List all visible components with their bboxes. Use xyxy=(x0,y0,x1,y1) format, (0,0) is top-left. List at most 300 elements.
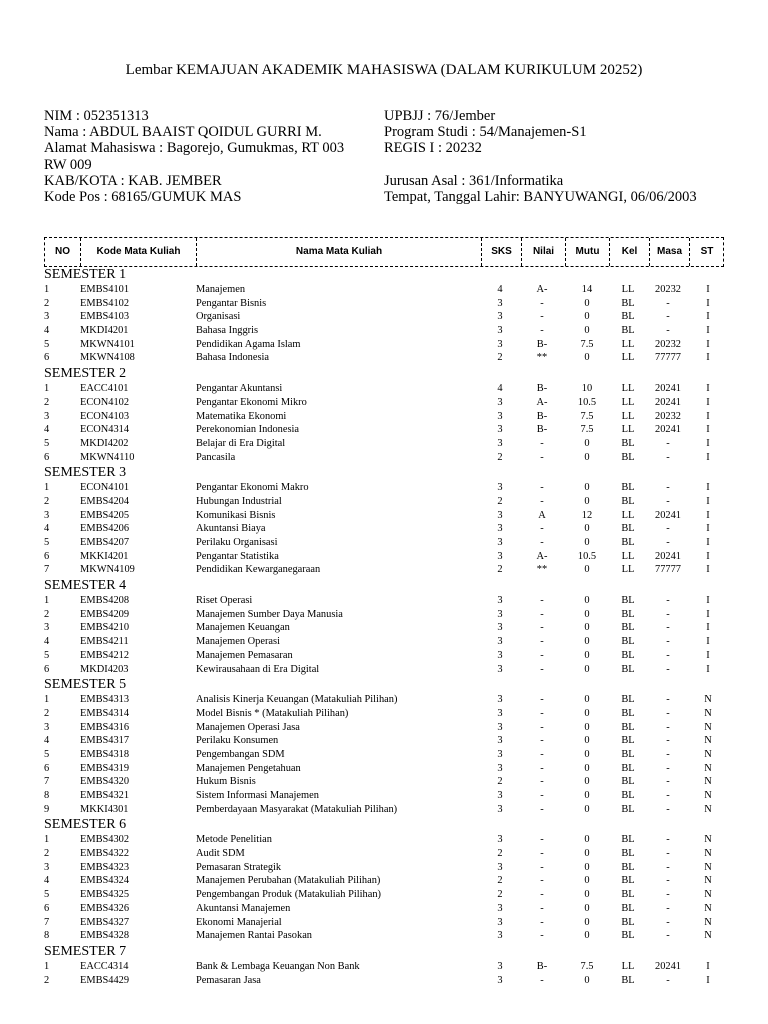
course-no: 4 xyxy=(44,523,50,535)
course-kode: MKDI4202 xyxy=(80,437,129,449)
address-line-2: RW 009 xyxy=(44,156,92,173)
course-kode: EMBS4326 xyxy=(80,902,130,914)
course-sks: 3 xyxy=(497,424,503,436)
course-nama: Pengantar Bisnis xyxy=(196,297,267,309)
course-nama: Pengantar Akuntansi xyxy=(196,383,283,395)
course-st: I xyxy=(706,352,710,364)
course-no: 8 xyxy=(44,790,50,801)
course-masa: - xyxy=(666,916,670,928)
course-kode: MKWN4108 xyxy=(80,352,135,364)
course-kode: EMBS4320 xyxy=(80,776,130,788)
course-kel: LL xyxy=(621,338,635,350)
course-no: 3 xyxy=(44,509,50,521)
course-nilai: A xyxy=(538,509,546,521)
course-kode: MKKI4301 xyxy=(80,803,129,815)
course-mutu: 0 xyxy=(584,451,590,463)
course-sks: 3 xyxy=(497,930,503,942)
course-sks: 3 xyxy=(497,960,503,972)
course-no: 3 xyxy=(44,622,50,634)
course-sks: 3 xyxy=(497,790,503,801)
course-row xyxy=(44,423,734,437)
course-kode: EMBS4323 xyxy=(80,861,130,873)
course-nama: Manajemen xyxy=(196,284,246,295)
course-kel: BL xyxy=(621,608,635,620)
course-sks: 3 xyxy=(497,608,503,620)
course-row xyxy=(44,635,734,649)
course-st: I xyxy=(706,482,710,494)
course-kode: EMBS4205 xyxy=(80,509,130,521)
course-nama: Hukum Bisnis xyxy=(196,776,256,788)
course-masa: - xyxy=(666,608,670,620)
course-mutu: 0 xyxy=(584,523,590,535)
course-kel: BL xyxy=(621,803,635,815)
course-mutu: 0 xyxy=(584,803,590,815)
address-line-1: Alamat Mahasiswa : Bagorejo, Gumukmas, RT 003 xyxy=(44,140,345,157)
course-nama: Manajemen Pemasaran xyxy=(196,649,293,661)
course-nama: Audit SDM xyxy=(196,848,245,860)
semester-heading: SEMESTER 2 xyxy=(44,366,127,382)
course-no: 8 xyxy=(44,930,50,942)
course-st: N xyxy=(704,916,712,928)
course-kode: MKWN4110 xyxy=(80,451,135,463)
course-nama: Manajemen Operasi xyxy=(196,636,280,648)
course-nama: Perekonomian Indonesia xyxy=(196,424,300,436)
course-row xyxy=(44,608,734,622)
course-kel: BL xyxy=(621,495,635,507)
course-masa: 77777 xyxy=(655,352,681,364)
course-sks: 3 xyxy=(497,974,503,986)
course-mutu: 10.5 xyxy=(577,550,597,562)
course-mutu: 0 xyxy=(584,974,590,986)
course-nama: Manajemen Pengetahuan xyxy=(196,762,301,774)
course-st: I xyxy=(706,396,710,408)
course-nilai: - xyxy=(540,803,544,815)
course-nilai: - xyxy=(540,663,544,675)
course-sks: 2 xyxy=(497,776,503,788)
course-sks: 3 xyxy=(497,663,503,675)
course-kel: BL xyxy=(621,848,635,860)
course-masa: 77777 xyxy=(655,564,681,576)
course-no: 2 xyxy=(44,608,50,620)
course-mutu: 10 xyxy=(581,383,593,395)
course-no: 2 xyxy=(44,848,50,860)
course-mutu: 0 xyxy=(584,707,590,719)
course-kel: BL xyxy=(621,721,635,733)
course-nilai: - xyxy=(540,649,544,661)
course-mutu: 0 xyxy=(584,875,590,887)
course-nilai: - xyxy=(540,776,544,788)
course-no: 2 xyxy=(44,396,50,408)
course-masa: - xyxy=(666,297,670,309)
course-kel: LL xyxy=(621,509,635,521)
course-row xyxy=(44,874,734,888)
course-mutu: 0 xyxy=(584,495,590,507)
course-mutu: 0 xyxy=(584,694,590,706)
course-nilai: - xyxy=(540,721,544,733)
course-row xyxy=(44,437,734,451)
course-st: I xyxy=(706,509,710,521)
course-st: I xyxy=(706,974,710,986)
course-kel: BL xyxy=(621,437,635,449)
course-st: N xyxy=(704,694,712,706)
course-sks: 3 xyxy=(497,803,503,815)
course-kel: BL xyxy=(621,762,635,774)
course-kode: MKWN4101 xyxy=(80,338,135,350)
course-masa: - xyxy=(666,861,670,873)
course-nama: Riset Operasi xyxy=(196,595,253,607)
course-row xyxy=(44,310,734,324)
course-kel: BL xyxy=(621,889,635,901)
course-kode: EMBS4316 xyxy=(80,721,130,733)
course-sks: 3 xyxy=(497,636,503,648)
course-nama: Pemasaran Jasa xyxy=(196,974,261,986)
program-studi: Program Studi : 54/Manajemen-S1 xyxy=(384,124,587,141)
course-nama: Kewirausahaan di Era Digital xyxy=(196,663,320,675)
course-kode: EMBS4103 xyxy=(80,311,130,323)
student-info-left xyxy=(44,108,374,205)
course-no: 3 xyxy=(44,311,50,323)
course-st: I xyxy=(706,495,710,507)
course-no: 4 xyxy=(44,325,50,337)
course-masa: - xyxy=(666,776,670,788)
course-st: I xyxy=(706,663,710,675)
course-no: 4 xyxy=(44,424,50,436)
upbjj: UPBJJ : 76/Jember xyxy=(384,108,496,124)
course-row xyxy=(44,451,734,465)
course-kel: BL xyxy=(621,325,635,337)
course-kode: EMBS4321 xyxy=(80,790,130,801)
course-nama: Hubungan Industrial xyxy=(196,495,282,507)
course-kode: EMBS4102 xyxy=(80,297,130,309)
semester-heading: SEMESTER 3 xyxy=(44,465,127,481)
course-no: 4 xyxy=(44,875,50,887)
course-masa: 20232 xyxy=(655,410,681,422)
course-no: 6 xyxy=(44,762,50,774)
course-row xyxy=(44,974,734,988)
course-nilai: - xyxy=(540,707,544,719)
course-kode: EMBS4313 xyxy=(80,694,130,706)
document-title: Lembar KEMAJUAN AKADEMIK MAHASISWA (DALAM KURIKULUM 20252) xyxy=(125,62,643,78)
course-kel: BL xyxy=(621,649,635,661)
course-no: 5 xyxy=(44,748,50,760)
course-row xyxy=(44,621,734,635)
course-sks: 3 xyxy=(497,537,503,548)
course-kode: MKDI4203 xyxy=(80,663,129,675)
course-st: N xyxy=(704,790,712,801)
course-st: I xyxy=(706,564,710,576)
course-no: 3 xyxy=(44,721,50,733)
course-st: I xyxy=(706,437,710,449)
course-nilai: - xyxy=(540,297,544,309)
course-nilai: - xyxy=(540,636,544,648)
course-nilai: - xyxy=(540,916,544,928)
course-nilai: - xyxy=(540,930,544,942)
course-st: I xyxy=(706,311,710,323)
course-sks: 3 xyxy=(497,707,503,719)
course-kel: BL xyxy=(621,974,635,986)
course-nama: Pendidikan Kewarganegaraan xyxy=(196,564,321,576)
course-st: N xyxy=(704,834,712,846)
course-masa: - xyxy=(666,735,670,747)
course-nilai: - xyxy=(540,622,544,634)
course-st: N xyxy=(704,848,712,860)
header-masa: Masa xyxy=(650,238,690,266)
course-kode: EMBS4206 xyxy=(80,523,130,535)
course-mutu: 0 xyxy=(584,663,590,675)
course-st: I xyxy=(706,537,710,548)
course-no: 2 xyxy=(44,974,50,986)
course-kel: BL xyxy=(621,311,635,323)
course-mutu: 0 xyxy=(584,537,590,548)
course-masa: - xyxy=(666,974,670,986)
course-row xyxy=(44,929,734,943)
course-masa: - xyxy=(666,790,670,801)
course-st: N xyxy=(704,861,712,873)
course-st: I xyxy=(706,325,710,337)
course-masa: 20232 xyxy=(655,338,681,350)
course-kode: EMBS4204 xyxy=(80,495,130,507)
course-row xyxy=(44,775,734,789)
course-sks: 2 xyxy=(497,564,503,576)
course-nilai: - xyxy=(540,748,544,760)
course-kode: EMBS4325 xyxy=(80,889,130,901)
transcript-body xyxy=(44,266,734,987)
course-nilai: - xyxy=(540,482,544,494)
course-masa: 20241 xyxy=(655,383,681,395)
course-no: 7 xyxy=(44,564,50,576)
course-kode: MKWN4109 xyxy=(80,564,135,576)
course-row xyxy=(44,663,734,677)
course-masa: - xyxy=(666,523,670,535)
course-sks: 3 xyxy=(497,311,503,323)
course-mutu: 0 xyxy=(584,834,590,846)
course-nilai: - xyxy=(540,834,544,846)
course-nama: Bank & Lembaga Keuangan Non Bank xyxy=(196,960,360,972)
course-nama: Manajemen Operasi Jasa xyxy=(196,721,300,733)
course-no: 7 xyxy=(44,916,50,928)
course-row xyxy=(44,351,734,365)
course-no: 1 xyxy=(44,284,50,295)
course-masa: - xyxy=(666,694,670,706)
course-kode: ECON4103 xyxy=(80,410,130,422)
course-masa: - xyxy=(666,834,670,846)
course-kel: BL xyxy=(621,748,635,760)
course-masa: - xyxy=(666,437,670,449)
course-row xyxy=(44,324,734,338)
course-row xyxy=(44,762,734,776)
course-mutu: 12 xyxy=(581,509,593,521)
course-row xyxy=(44,748,734,762)
course-row xyxy=(44,481,734,495)
course-sks: 3 xyxy=(497,622,503,634)
course-row xyxy=(44,789,734,803)
course-kode: EACC4101 xyxy=(80,383,129,395)
course-no: 1 xyxy=(44,595,50,607)
course-row xyxy=(44,396,734,410)
course-nilai: ** xyxy=(536,352,548,364)
course-nama: Ekonomi Manajerial xyxy=(196,916,282,928)
course-mutu: 0 xyxy=(584,762,590,774)
course-mutu: 0 xyxy=(584,311,590,323)
course-sks: 3 xyxy=(497,550,503,562)
course-row xyxy=(44,594,734,608)
course-st: N xyxy=(704,721,712,733)
course-mutu: 10.5 xyxy=(577,396,597,408)
course-st: I xyxy=(706,424,710,436)
course-st: N xyxy=(704,889,712,901)
course-st: N xyxy=(704,707,712,719)
course-row xyxy=(44,550,734,564)
course-st: N xyxy=(704,762,712,774)
course-sks: 3 xyxy=(497,721,503,733)
course-nama: Pengantar Ekonomi Makro xyxy=(196,482,309,494)
course-nilai: - xyxy=(540,735,544,747)
course-sks: 3 xyxy=(497,297,503,309)
course-sks: 3 xyxy=(497,748,503,760)
course-no: 1 xyxy=(44,694,50,706)
course-no: 3 xyxy=(44,861,50,873)
course-kel: LL xyxy=(621,424,635,436)
course-kode: ECON4101 xyxy=(80,482,130,494)
course-nilai: - xyxy=(540,889,544,901)
course-mutu: 0 xyxy=(584,748,590,760)
course-row xyxy=(44,693,734,707)
course-kode: ECON4314 xyxy=(80,424,130,436)
course-sks: 3 xyxy=(497,595,503,607)
course-row xyxy=(44,902,734,916)
course-no: 7 xyxy=(44,776,50,788)
course-masa: - xyxy=(666,762,670,774)
course-nama: Sistem Informasi Manajemen xyxy=(196,790,319,801)
course-nama: Analisis Kinerja Keuangan (Matakuliah Pilihan) xyxy=(196,694,398,706)
course-mutu: 0 xyxy=(584,721,590,733)
course-masa: - xyxy=(666,707,670,719)
course-row xyxy=(44,563,734,577)
course-no: 5 xyxy=(44,437,50,449)
course-nama: Pengembangan SDM xyxy=(196,748,285,760)
course-kel: BL xyxy=(621,297,635,309)
course-row xyxy=(44,509,734,523)
course-masa: - xyxy=(666,663,670,675)
course-sks: 3 xyxy=(497,649,503,661)
course-masa: - xyxy=(666,622,670,634)
course-kel: BL xyxy=(621,482,635,494)
header-nilai: Nilai xyxy=(522,238,566,266)
course-kode: MKKI4201 xyxy=(80,550,129,562)
course-no: 5 xyxy=(44,537,50,548)
course-nilai: - xyxy=(540,848,544,860)
header-mutu: Mutu xyxy=(566,238,610,266)
course-st: I xyxy=(706,636,710,648)
course-kel: BL xyxy=(621,451,635,463)
course-sks: 3 xyxy=(497,396,503,408)
course-st: N xyxy=(704,875,712,887)
course-mutu: 0 xyxy=(584,325,590,337)
nim: NIM : 052351313 xyxy=(44,108,149,124)
course-row xyxy=(44,960,734,974)
course-st: N xyxy=(704,776,712,788)
course-kel: BL xyxy=(621,523,635,535)
course-nama: Belajar di Era Digital xyxy=(196,437,286,449)
course-kode: EMBS4327 xyxy=(80,916,130,928)
course-kode: EMBS4322 xyxy=(80,848,130,860)
course-sks: 3 xyxy=(497,325,503,337)
course-row xyxy=(44,536,734,550)
course-mutu: 0 xyxy=(584,848,590,860)
course-masa: - xyxy=(666,311,670,323)
course-mutu: 0 xyxy=(584,930,590,942)
course-no: 6 xyxy=(44,663,50,675)
course-nilai: - xyxy=(540,902,544,914)
course-mutu: 0 xyxy=(584,352,590,364)
course-sks: 2 xyxy=(497,875,503,887)
course-nilai: - xyxy=(540,875,544,887)
header-st: ST xyxy=(700,246,714,257)
course-mutu: 0 xyxy=(584,861,590,873)
course-sks: 3 xyxy=(497,916,503,928)
course-kode: MKDI4201 xyxy=(80,325,129,337)
course-no: 3 xyxy=(44,410,50,422)
course-sks: 2 xyxy=(497,352,503,364)
course-nama: Manajemen Keuangan xyxy=(196,622,290,634)
course-masa: - xyxy=(666,495,670,507)
course-no: 2 xyxy=(44,297,50,309)
course-nilai: B- xyxy=(536,338,548,350)
course-nilai: B- xyxy=(536,383,548,395)
course-mutu: 7.5 xyxy=(580,424,594,436)
course-no: 4 xyxy=(44,735,50,747)
header-no: NO xyxy=(45,238,81,266)
jurusan-asal: Jurusan Asal : 361/Informatika xyxy=(384,172,564,189)
header-kel: Kel xyxy=(610,238,650,266)
course-kode: EMBS4318 xyxy=(80,748,130,760)
birth-place-date: Tempat, Tanggal Lahir: BANYUWANGI, 06/06/2003 xyxy=(384,189,697,205)
course-nama: Bahasa Indonesia xyxy=(196,352,269,364)
course-st: N xyxy=(704,930,712,942)
course-st: I xyxy=(706,284,710,295)
course-row xyxy=(44,522,734,536)
course-row xyxy=(44,847,734,861)
course-kel: BL xyxy=(621,902,635,914)
course-kode: EMBS4212 xyxy=(80,649,130,661)
course-masa: 20241 xyxy=(655,509,681,521)
course-nama: Komunikasi Bisnis xyxy=(196,509,276,521)
kab-kota: KAB/KOTA : KAB. JEMBER xyxy=(44,172,222,189)
course-no: 9 xyxy=(44,803,50,815)
course-mutu: 0 xyxy=(584,608,590,620)
course-st: I xyxy=(706,595,710,607)
course-nilai: - xyxy=(540,608,544,620)
course-kel: LL xyxy=(621,352,635,364)
postal-code: Kode Pos : 68165/GUMUK MAS xyxy=(44,189,242,206)
course-kode: EMBS4302 xyxy=(80,834,130,846)
course-st: I xyxy=(706,297,710,309)
course-nilai: - xyxy=(540,694,544,706)
course-nilai: - xyxy=(540,437,544,449)
course-masa: - xyxy=(666,748,670,760)
course-kel: LL xyxy=(621,960,635,972)
course-kel: BL xyxy=(621,735,635,747)
semester-heading: SEMESTER 1 xyxy=(44,267,127,282)
course-nama: Model Bisnis * (Matakuliah Pilihan) xyxy=(196,707,349,719)
course-kel: BL xyxy=(621,663,635,675)
course-mutu: 7.5 xyxy=(580,960,594,972)
course-row xyxy=(44,649,734,663)
course-kode: EMBS4317 xyxy=(80,735,130,747)
course-nama: Manajemen Rantai Pasokan xyxy=(196,930,312,942)
course-sks: 2 xyxy=(497,495,503,507)
course-nama: Pancasila xyxy=(196,451,236,463)
